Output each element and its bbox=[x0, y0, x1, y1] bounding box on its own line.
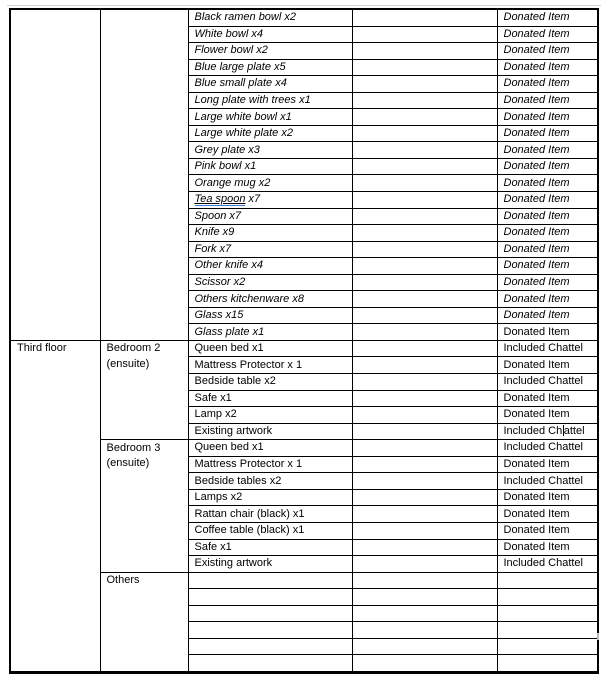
note-cell[interactable] bbox=[352, 456, 497, 473]
status-cell[interactable]: Included Chattel bbox=[497, 374, 598, 391]
item-cell[interactable]: Other knife x4 bbox=[188, 258, 352, 275]
item-cell[interactable]: Mattress Protector x 1 bbox=[188, 357, 352, 374]
note-cell[interactable] bbox=[352, 225, 497, 242]
status-cell[interactable] bbox=[497, 655, 598, 673]
note-cell[interactable] bbox=[352, 539, 497, 556]
note-cell[interactable] bbox=[352, 489, 497, 506]
note-cell[interactable] bbox=[352, 43, 497, 60]
status-cell[interactable]: Donated Item bbox=[497, 158, 598, 175]
note-cell[interactable] bbox=[352, 473, 497, 490]
note-cell[interactable] bbox=[352, 622, 497, 639]
status-cell[interactable]: Donated Item bbox=[497, 92, 598, 109]
note-cell[interactable] bbox=[352, 556, 497, 573]
item-cell[interactable]: Knife x9 bbox=[188, 225, 352, 242]
status-cell[interactable]: Donated Item bbox=[497, 258, 598, 275]
note-cell[interactable] bbox=[352, 158, 497, 175]
room-cell[interactable] bbox=[100, 9, 188, 340]
note-cell[interactable] bbox=[352, 340, 497, 357]
status-cell[interactable]: Included Chattel bbox=[497, 340, 598, 357]
status-cell[interactable]: Donated Item bbox=[497, 489, 598, 506]
item-cell[interactable]: White bowl x4 bbox=[188, 26, 352, 43]
status-cell[interactable]: Donated Item bbox=[497, 26, 598, 43]
item-cell[interactable] bbox=[188, 638, 352, 655]
item-cell[interactable] bbox=[188, 605, 352, 622]
cursor-artifact bbox=[597, 633, 599, 640]
note-cell[interactable] bbox=[352, 522, 497, 539]
note-cell[interactable] bbox=[352, 357, 497, 374]
status-cell[interactable]: Donated Item bbox=[497, 407, 598, 424]
status-cell[interactable]: Donated Item bbox=[497, 506, 598, 523]
item-cell[interactable]: Queen bed x1 bbox=[188, 340, 352, 357]
status-cell[interactable]: Donated Item bbox=[497, 9, 598, 26]
note-cell[interactable] bbox=[352, 638, 497, 655]
status-cell[interactable]: Included Chattel bbox=[497, 473, 598, 490]
item-cell[interactable]: Existing artwork bbox=[188, 556, 352, 573]
note-cell[interactable] bbox=[352, 258, 497, 275]
note-cell[interactable] bbox=[352, 423, 497, 440]
note-cell[interactable] bbox=[352, 76, 497, 93]
note-cell[interactable] bbox=[352, 9, 497, 26]
note-cell[interactable] bbox=[352, 208, 497, 225]
status-cell[interactable]: Donated Item bbox=[497, 175, 598, 192]
note-cell[interactable] bbox=[352, 291, 497, 308]
item-cell[interactable]: Rattan chair (black) x1 bbox=[188, 506, 352, 523]
note-cell[interactable] bbox=[352, 589, 497, 606]
status-cell[interactable]: Donated Item bbox=[497, 357, 598, 374]
status-cell[interactable] bbox=[497, 638, 598, 655]
note-cell[interactable] bbox=[352, 109, 497, 126]
table-row bbox=[10, 9, 598, 26]
note-cell[interactable] bbox=[352, 307, 497, 324]
item-cell[interactable]: Mattress Protector x 1 bbox=[188, 456, 352, 473]
room-cell[interactable]: Others bbox=[100, 572, 188, 672]
status-cell[interactable]: Donated Item bbox=[497, 456, 598, 473]
item-cell[interactable]: Large white bowl x1 bbox=[188, 109, 352, 126]
note-cell[interactable] bbox=[352, 324, 497, 341]
inventory-table bbox=[9, 8, 599, 674]
status-cell[interactable]: Donated Item bbox=[497, 324, 598, 341]
note-cell[interactable] bbox=[352, 374, 497, 391]
room-cell[interactable]: Bedroom 2 (ensuite) bbox=[100, 340, 188, 439]
note-cell[interactable] bbox=[352, 506, 497, 523]
note-cell[interactable] bbox=[352, 407, 497, 424]
item-cell[interactable]: Queen bed x1 bbox=[188, 440, 352, 457]
status-cell[interactable]: Donated Item bbox=[497, 225, 598, 242]
item-cell[interactable]: Glass x15 bbox=[188, 307, 352, 324]
item-cell[interactable]: Scissor x2 bbox=[188, 274, 352, 291]
status-cell[interactable]: Donated Item bbox=[497, 142, 598, 159]
status-cell[interactable]: Donated Item bbox=[497, 274, 598, 291]
item-cell[interactable] bbox=[188, 622, 352, 639]
item-cell[interactable]: Grey plate x3 bbox=[188, 142, 352, 159]
note-cell[interactable] bbox=[352, 92, 497, 109]
item-cell[interactable]: Others kitchenware x8 bbox=[188, 291, 352, 308]
note-cell[interactable] bbox=[352, 192, 497, 209]
item-cell[interactable]: Flower bowl x2 bbox=[188, 43, 352, 60]
status-cell[interactable]: Donated Item bbox=[497, 291, 598, 308]
status-text-post: attel bbox=[563, 424, 585, 437]
item-cell[interactable]: Bedside table x2 bbox=[188, 374, 352, 391]
status-cell[interactable] bbox=[497, 423, 598, 440]
item-cell[interactable]: Spoon x7 bbox=[188, 208, 352, 225]
item-cell[interactable] bbox=[188, 655, 352, 673]
status-cell[interactable] bbox=[497, 605, 598, 622]
status-cell[interactable]: Donated Item bbox=[497, 208, 598, 225]
inventory-table-body bbox=[10, 9, 598, 672]
item-cell[interactable]: Lamps x2 bbox=[188, 489, 352, 506]
page-edge-line bbox=[7, 5, 601, 6]
status-cell[interactable]: Included Chattel bbox=[497, 440, 598, 457]
item-cell[interactable]: Blue small plate x4 bbox=[188, 76, 352, 93]
note-cell[interactable] bbox=[352, 26, 497, 43]
note-cell[interactable] bbox=[352, 175, 497, 192]
note-cell[interactable] bbox=[352, 241, 497, 258]
note-cell[interactable] bbox=[352, 572, 497, 589]
item-cell[interactable]: Orange mug x2 bbox=[188, 175, 352, 192]
status-text-pre: Included Ch bbox=[503, 424, 563, 437]
item-cell[interactable]: Existing artwork bbox=[188, 423, 352, 440]
table-row bbox=[10, 340, 598, 357]
item-cell[interactable]: Black ramen bowl x2 bbox=[188, 9, 352, 26]
item-cell[interactable] bbox=[188, 572, 352, 589]
note-cell[interactable] bbox=[352, 605, 497, 622]
item-cell[interactable] bbox=[188, 192, 352, 209]
status-cell[interactable]: Donated Item bbox=[497, 522, 598, 539]
status-cell[interactable]: Donated Item bbox=[497, 241, 598, 258]
status-cell[interactable]: Donated Item bbox=[497, 59, 598, 76]
note-cell[interactable] bbox=[352, 59, 497, 76]
item-cell[interactable]: Pink bowl x1 bbox=[188, 158, 352, 175]
floor-cell[interactable] bbox=[10, 9, 100, 340]
item-cell[interactable]: Lamp x2 bbox=[188, 407, 352, 424]
note-cell[interactable] bbox=[352, 390, 497, 407]
item-cell[interactable]: Bedside tables x2 bbox=[188, 473, 352, 490]
item-cell[interactable]: Fork x7 bbox=[188, 241, 352, 258]
status-cell[interactable]: Donated Item bbox=[497, 125, 598, 142]
status-cell[interactable]: Donated Item bbox=[497, 192, 598, 209]
note-cell[interactable] bbox=[352, 125, 497, 142]
status-cell[interactable]: Donated Item bbox=[497, 76, 598, 93]
status-cell[interactable]: Donated Item bbox=[497, 43, 598, 60]
item-cell[interactable]: Long plate with trees x1 bbox=[188, 92, 352, 109]
item-cell[interactable]: Glass plate x1 bbox=[188, 324, 352, 341]
status-cell[interactable]: Donated Item bbox=[497, 390, 598, 407]
note-cell[interactable] bbox=[352, 142, 497, 159]
item-cell[interactable]: Blue large plate x5 bbox=[188, 59, 352, 76]
item-cell[interactable]: Safe x1 bbox=[188, 539, 352, 556]
status-cell[interactable] bbox=[497, 622, 598, 639]
status-cell[interactable]: Donated Item bbox=[497, 539, 598, 556]
item-cell[interactable] bbox=[188, 589, 352, 606]
item-cell[interactable]: Coffee table (black) x1 bbox=[188, 522, 352, 539]
underlined-text: Tea spoon bbox=[194, 193, 246, 206]
item-text-rest: x7 bbox=[245, 193, 261, 206]
status-cell[interactable] bbox=[497, 572, 598, 589]
floor-cell[interactable]: Third floor bbox=[10, 340, 100, 672]
status-cell[interactable]: Donated Item bbox=[497, 109, 598, 126]
note-cell[interactable] bbox=[352, 274, 497, 291]
item-cell[interactable]: Large white plate x2 bbox=[188, 125, 352, 142]
room-cell[interactable]: Bedroom 3 (ensuite) bbox=[100, 440, 188, 572]
status-cell[interactable]: Included Chattel bbox=[497, 556, 598, 573]
note-cell[interactable] bbox=[352, 440, 497, 457]
status-cell[interactable]: Donated Item bbox=[497, 307, 598, 324]
status-cell[interactable] bbox=[497, 589, 598, 606]
item-cell[interactable]: Safe x1 bbox=[188, 390, 352, 407]
note-cell[interactable] bbox=[352, 655, 497, 673]
